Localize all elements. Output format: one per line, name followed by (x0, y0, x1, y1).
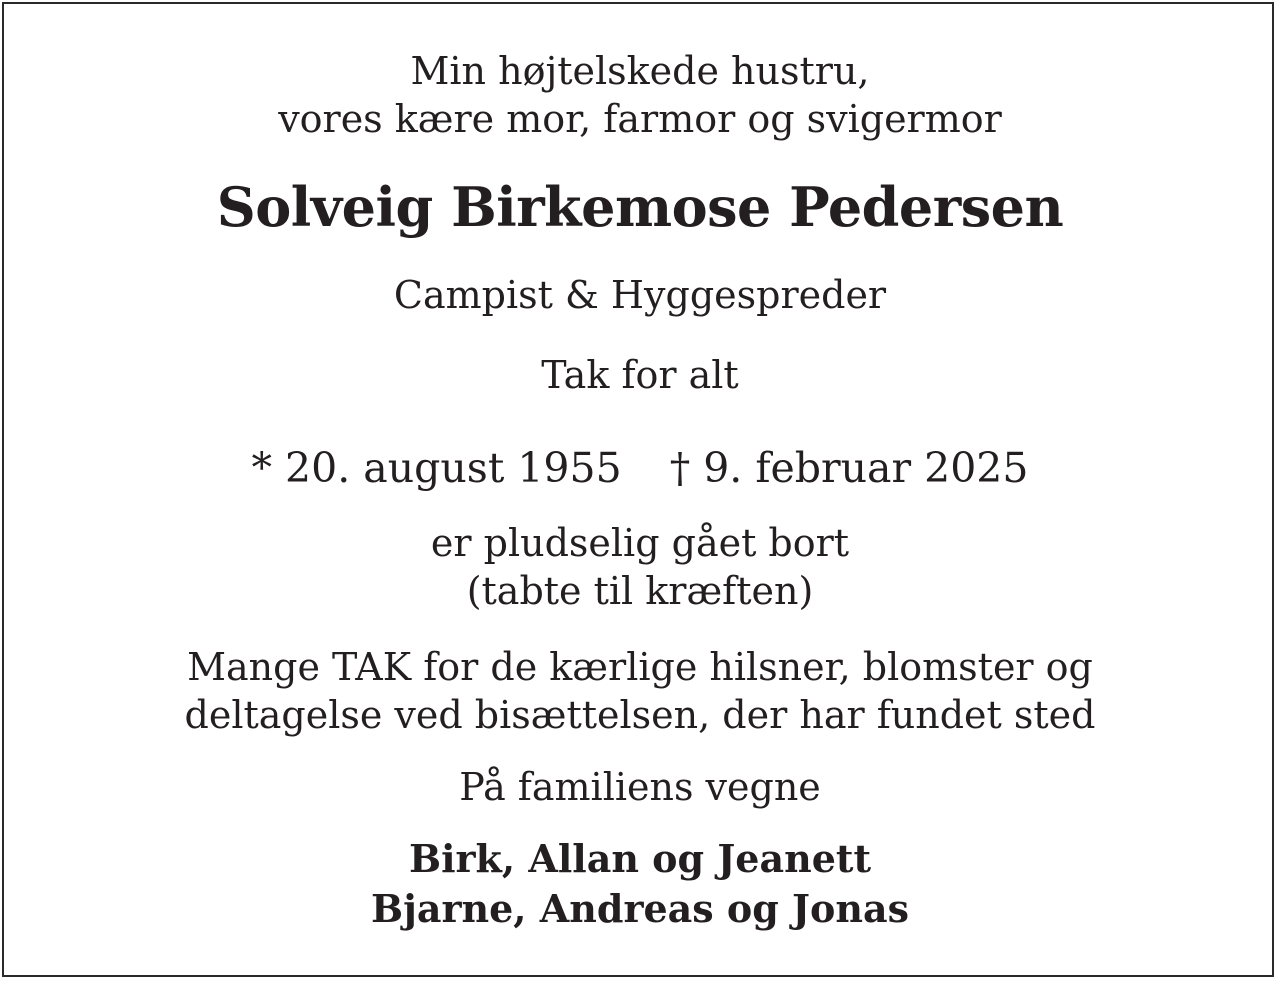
intro-line-2: vores kære mor, farmor og svigermor (278, 97, 1002, 141)
deceased-title: Campist & Hyggespreder (393, 273, 887, 317)
family-line-1: Birk, Allan og Jeanett (408, 836, 872, 881)
on-behalf-line: På familiens vegne (459, 765, 821, 809)
family-line-2: Bjarne, Andreas og Jonas (370, 886, 909, 931)
deceased-name: Solveig Birkemose Pedersen (216, 175, 1064, 239)
message-line-2: deltagelse ved bisættelsen, der har fundet sted (184, 693, 1096, 737)
dates-line (0, 444, 1280, 492)
birth-date: * 20. august 1955 (251, 444, 622, 492)
death-date: † 9. februar 2025 (669, 444, 1029, 492)
message-line-1: Mange TAK for de kærlige hilsner, blomster og (187, 645, 1093, 689)
passed-line-1: er pludselig gået bort (430, 521, 850, 565)
thanks-line: Tak for alt (541, 353, 739, 397)
notice-border (2, 2, 1274, 977)
intro-line-1: Min højtelskede hustru, (410, 49, 870, 93)
passed-line-2: (tabte til kræften) (466, 569, 814, 613)
